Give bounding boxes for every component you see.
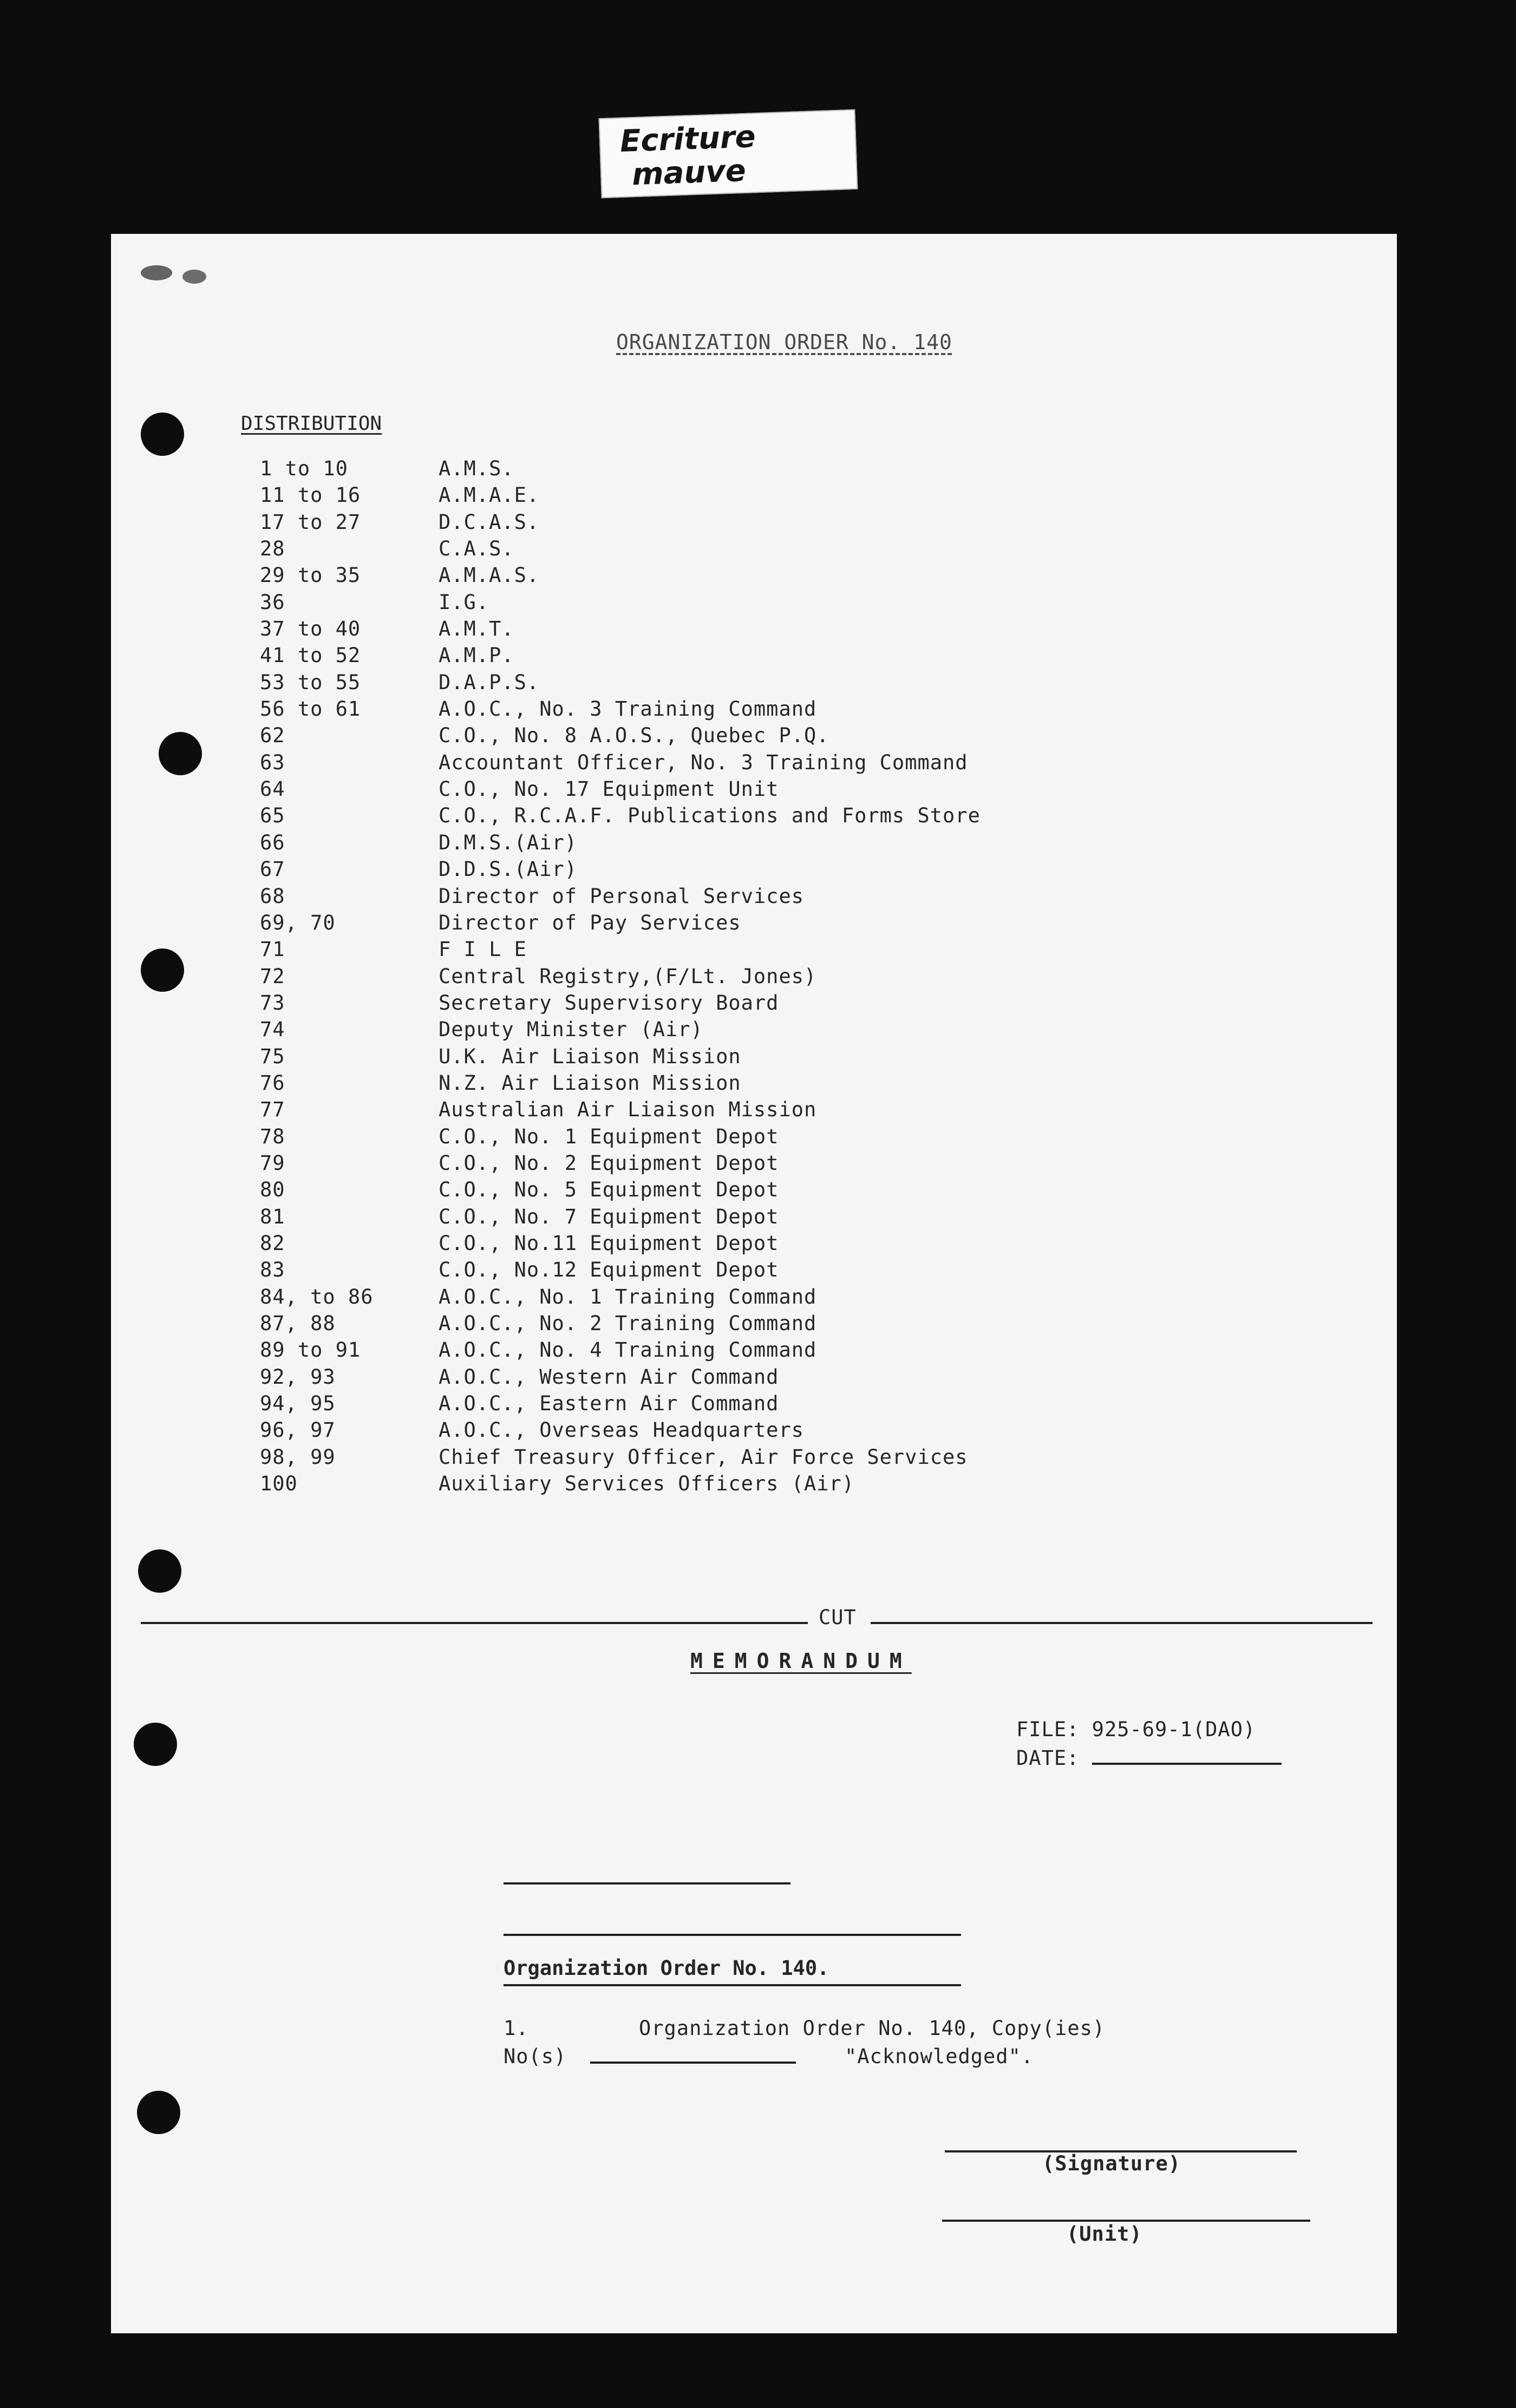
distribution-range: 63 [260, 750, 285, 774]
note-line-1: Ecriture [619, 119, 756, 159]
distribution-range: 98, 99 [260, 1445, 336, 1469]
punch-hole [141, 413, 184, 456]
distribution-range: 71 [260, 938, 285, 961]
distribution-range: 36 [260, 590, 285, 614]
distribution-recipient: A.M.P. [439, 644, 514, 668]
distribution-range: 74 [260, 1018, 285, 1042]
distribution-range: 89 to 91 [260, 1338, 361, 1362]
distribution-recipient: A.M.T. [439, 617, 514, 641]
distribution-recipient: C.O., No. 5 Equipment Depot [439, 1178, 779, 1202]
cut-rule-left [141, 1622, 808, 1624]
distribution-range: 79 [260, 1151, 285, 1175]
distribution-range: 56 to 61 [260, 697, 361, 721]
distribution-recipient: F I L E [439, 938, 527, 961]
distribution-range: 68 [260, 884, 285, 908]
distribution-recipient: A.M.A.S. [439, 564, 540, 587]
distribution-recipient: A.O.C., Eastern Air Command [439, 1392, 779, 1416]
note-line-2: mauve [631, 153, 747, 193]
handwritten-note [599, 109, 858, 198]
distribution-recipient: A.O.C., Western Air Command [439, 1365, 779, 1389]
cut-line [141, 1604, 1373, 1631]
distribution-recipient: C.O., No. 17 Equipment Unit [439, 777, 779, 801]
distribution-range: 80 [260, 1178, 285, 1202]
distribution-recipient: D.A.P.S. [439, 670, 540, 694]
file-label: FILE: [1016, 1718, 1080, 1741]
distribution-range: 17 to 27 [260, 510, 361, 534]
distribution-recipient: A.O.C., Overseas Headquarters [439, 1418, 805, 1442]
punch-hole [159, 732, 202, 775]
distribution-range: 53 to 55 [260, 670, 361, 694]
file-value: 925-69-1(DAO) [1092, 1718, 1256, 1741]
distribution-range: 64 [260, 777, 285, 801]
distribution-heading: DISTRIBUTION [241, 413, 382, 435]
distribution-recipient: D.M.S.(Air) [439, 830, 578, 854]
order-title: ORGANIZATION ORDER No. 140 [616, 330, 952, 354]
distribution-recipient: Chief Treasury Officer, Air Force Services [439, 1445, 968, 1469]
distribution-recipient: Secretary Supervisory Board [439, 991, 779, 1015]
distribution-range: 87, 88 [260, 1312, 336, 1335]
distribution-recipient: C.O., No. 2 Equipment Depot [439, 1151, 779, 1175]
reference-title: Organization Order No. 140. [504, 1956, 829, 1980]
distribution-range: 84, to 86 [260, 1285, 374, 1308]
distribution-recipient: I.G. [439, 590, 489, 614]
date-blank [1092, 1744, 1282, 1765]
address-line [504, 1882, 790, 1884]
distribution-range: 73 [260, 991, 285, 1015]
distribution-recipient: Director of Pay Services [439, 911, 741, 934]
distribution-range: 76 [260, 1071, 285, 1095]
distribution-recipient: N.Z. Air Liaison Mission [439, 1071, 741, 1095]
distribution-range: 81 [260, 1205, 285, 1228]
distribution-recipient: A.O.C., No. 3 Training Command [439, 697, 817, 721]
distribution-range: 83 [260, 1258, 285, 1282]
memorandum-title: MEMORANDUM [690, 1649, 912, 1673]
reference-title-rule [504, 1984, 961, 1986]
distribution-recipient: Deputy Minister (Air) [439, 1018, 703, 1042]
distribution-range: 62 [260, 724, 285, 748]
cut-label: CUT [819, 1606, 857, 1629]
signature-label: (Signature) [1042, 2152, 1181, 2175]
distribution-recipient: U.K. Air Liaison Mission [439, 1044, 741, 1068]
punch-hole [134, 1723, 177, 1766]
distribution-recipient: C.O., No.12 Equipment Depot [439, 1258, 779, 1282]
distribution-range: 96, 97 [260, 1418, 336, 1442]
distribution-recipient: A.O.C., No. 1 Training Command [439, 1285, 817, 1308]
distribution-range: 41 to 52 [260, 644, 361, 668]
distribution-recipient: Auxiliary Services Officers (Air) [439, 1472, 855, 1496]
distribution-range: 94, 95 [260, 1392, 336, 1416]
distribution-range: 65 [260, 804, 285, 828]
distribution-recipient: Central Registry,(F/Lt. Jones) [439, 964, 817, 988]
distribution-range: 72 [260, 964, 285, 988]
distribution-range: 66 [260, 830, 285, 854]
punch-hole [141, 948, 184, 992]
distribution-recipient: C.A.S. [439, 537, 514, 561]
document-page [111, 234, 1397, 2333]
ink-smudge [182, 270, 206, 284]
distribution-recipient: A.M.A.E. [439, 483, 540, 507]
distribution-range: 75 [260, 1044, 285, 1068]
distribution-recipient: C.O., No.11 Equipment Depot [439, 1231, 779, 1255]
distribution-recipient: Director of Personal Services [439, 884, 805, 908]
punch-hole [138, 1549, 181, 1593]
paragraph-number: 1. [504, 2017, 529, 2040]
distribution-recipient: D.D.S.(Air) [439, 858, 578, 881]
distribution-recipient: C.O., No. 8 A.O.S., Quebec P.Q. [439, 724, 829, 748]
paragraph-acknowledged: "Acknowledged". [845, 2045, 1034, 2068]
distribution-recipient: A.O.C., No. 4 Training Command [439, 1338, 817, 1362]
cut-rule-right [871, 1622, 1373, 1624]
distribution-range: 11 to 16 [260, 483, 361, 507]
distribution-recipient: Australian Air Liaison Mission [439, 1098, 817, 1122]
distribution-range: 28 [260, 537, 285, 561]
punch-hole [137, 2091, 180, 2134]
distribution-range: 78 [260, 1124, 285, 1148]
date-label: DATE: [1016, 1746, 1080, 1770]
distribution-recipient: D.C.A.S. [439, 510, 540, 534]
distribution-range: 77 [260, 1098, 285, 1122]
date-field [1016, 1744, 1282, 1771]
distribution-range: 82 [260, 1231, 285, 1255]
ink-smudge [141, 265, 172, 280]
distribution-range: 37 to 40 [260, 617, 361, 641]
distribution-range: 92, 93 [260, 1365, 336, 1389]
address-line [504, 1934, 961, 1936]
unit-label: (Unit) [1067, 2222, 1142, 2246]
paragraph-text: Organization Order No. 140, Copy(ies) [639, 2017, 1106, 2040]
distribution-recipient: A.M.S. [439, 457, 514, 480]
distribution-recipient: C.O., R.C.A.F. Publications and Forms Store [439, 804, 981, 828]
paragraph-no-label: No(s) [504, 2045, 567, 2068]
distribution-range: 1 to 10 [260, 457, 348, 480]
distribution-recipient: A.O.C., No. 2 Training Command [439, 1312, 817, 1335]
distribution-recipient: C.O., No. 7 Equipment Depot [439, 1205, 779, 1228]
distribution-recipient: Accountant Officer, No. 3 Training Command [439, 750, 968, 774]
file-reference [1016, 1716, 1256, 1743]
distribution-recipient: C.O., No. 1 Equipment Depot [439, 1124, 779, 1148]
distribution-range: 69, 70 [260, 911, 336, 934]
distribution-range: 100 [260, 1472, 298, 1496]
distribution-range: 29 to 35 [260, 564, 361, 587]
distribution-range: 67 [260, 858, 285, 881]
copy-number-blank [590, 2043, 796, 2064]
